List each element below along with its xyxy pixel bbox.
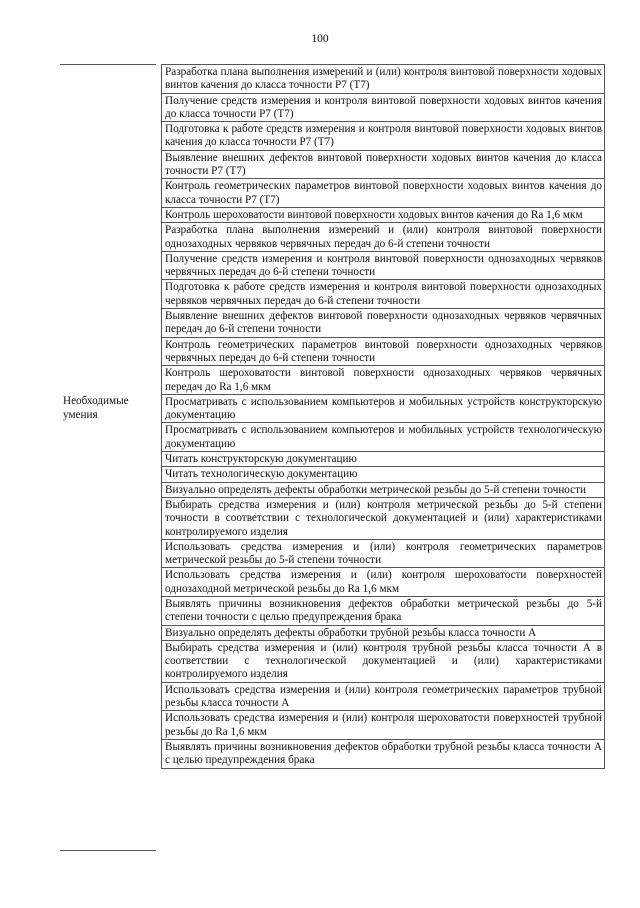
row-label-cell [60,452,162,467]
row-label-cell [60,207,162,222]
row-content-cell: Контроль геометрических параметров винтовой поверхности ходовых винтов качения до класса точности Р7 (Т7) [162,179,605,208]
row-content-cell: Разработка плана выполнения измерений и (или) контроля винтовой поверхности ходовых винтов качения до класса точности Р7 (Т7) [162,65,605,94]
row-label-cell [60,568,162,597]
row-content-cell: Контроль шероховатости винтовой поверхности однозаходных червяков червячных передач до Ra 1,6 мкм [162,366,605,395]
table-row [60,223,605,252]
table-row [60,423,605,452]
table-row [60,93,605,122]
table-row [60,640,605,682]
row-content-cell: Выявление внешних дефектов винтовой поверхности однозаходных червяков червячных передач до 6-й степени точности [162,309,605,338]
row-content-cell: Использовать средства измерения и (или) контроля шероховатости поверхностей однозаходной метрической резьбы до Ra 1,6 мкм [162,568,605,597]
table-row [60,739,605,768]
row-content-cell: Просматривать с использованием компьютеров и мобильных устройств конструкторскую документацию [162,394,605,423]
row-content-cell: Визуально определять дефекты обработки трубной резьбы класса точности А [162,625,605,640]
table-row [60,682,605,711]
table-row [60,65,605,94]
row-content-cell: Выявлять причины возникновения дефектов обработки трубной резьбы класса точности А с целью предупреждения брака [162,739,605,768]
row-label-cell [60,640,162,682]
table-row [60,711,605,740]
row-content-cell: Получение средств измерения и контроля винтовой поверхности однозаходных червяков червячных передач до 6-й степени точности [162,251,605,280]
row-label-cell [60,497,162,539]
competency-table [60,64,605,769]
table-row [60,497,605,539]
row-content-cell: Использовать средства измерения и (или) контроля шероховатости поверхностей трубной резьбы до Ra 1,6 мкм [162,711,605,740]
row-content-cell: Просматривать с использованием компьютеров и мобильных устройств технологическую документацию [162,423,605,452]
table-row [60,366,605,395]
section-label-line: Необходимые [63,395,129,408]
row-label-cell [60,93,162,122]
table-row [60,251,605,280]
row-label-cell [60,711,162,740]
table-row [60,207,605,222]
row-label-cell [60,467,162,482]
row-label-cell [60,482,162,497]
row-label-cell [60,122,162,151]
row-label-cell [60,625,162,640]
row-label-cell [60,150,162,179]
row-label-cell [60,423,162,452]
row-content-cell: Получение средств измерения и контроля винтовой поверхности ходовых винтов качения до класса точности Р7 (Т7) [162,93,605,122]
table-row [60,568,605,597]
row-label-cell [60,251,162,280]
table-row [60,337,605,366]
row-label-cell [60,394,162,423]
row-label-cell [60,223,162,252]
row-label-cell [60,309,162,338]
row-label-cell [60,65,162,94]
row-content-cell: Выявлять причины возникновения дефектов обработки метрической резьбы до 5-й степени точности с целью предупреждения брака [162,596,605,625]
row-label-cell [60,366,162,395]
table-row [60,122,605,151]
row-label-cell [60,179,162,208]
row-content-cell: Читать конструкторскую документацию [162,452,605,467]
row-content-cell: Использовать средства измерения и (или) контроля геометрических параметров трубной резьбы класса точности А [162,682,605,711]
table-row [60,625,605,640]
table-row [60,596,605,625]
row-label-cell [60,596,162,625]
table-row [60,309,605,338]
row-content-cell: Читать технологическую документацию [162,467,605,482]
table-row [60,150,605,179]
row-content-cell: Разработка плана выполнения измерений и (или) контроля винтовой поверхности однозаходных червяков червячных передач до 6-й степени точности [162,223,605,252]
row-label-cell [60,682,162,711]
section-label [63,395,159,422]
table-row [60,280,605,309]
row-content-cell: Выявление внешних дефектов винтовой поверхности ходовых винтов качения до класса точности Р7 (Т7) [162,150,605,179]
row-label-cell [60,539,162,568]
row-content-cell: Использовать средства измерения и (или) контроля геометрических параметров метрической резьбы до 5-й степени точности [162,539,605,568]
table-row [60,482,605,497]
table-row [60,539,605,568]
row-content-cell: Выбирать средства измерения и (или) контроля метрической резьбы до 5-й степени точности в соответствии с технологической документацией и (или) характеристиками контролируемого изделия [162,497,605,539]
table-row [60,179,605,208]
page-number: 100 [311,33,329,45]
row-content-cell: Подготовка к работе средств измерения и контроля винтовой поверхности ходовых винтов качения до класса точности Р7 (Т7) [162,122,605,151]
row-label-cell [60,280,162,309]
row-content-cell: Контроль шероховатости винтовой поверхности ходовых винтов качения до Ra 1,6 мкм [162,207,605,222]
table-row [60,394,605,423]
row-label-cell [60,739,162,768]
row-content-cell: Подготовка к работе средств измерения и контроля винтовой поверхности однозаходных червяков червячных передач до 6-й степени точности [162,280,605,309]
row-content-cell: Визуально определять дефекты обработки метрической резьбы до 5-й степени точности [162,482,605,497]
table-row [60,467,605,482]
bottom-rule [60,850,156,851]
row-content-cell: Выбирать средства измерения и (или) контроля трубной резьбы класса точности А в соответствии с технологической документацией и (или) характеристиками контролируемого изделия [162,640,605,682]
table-row [60,452,605,467]
row-label-cell [60,337,162,366]
section-label-line: умения [63,408,98,421]
row-content-cell: Контроль геометрических параметров винтовой поверхности однозаходных червяков червячных передач до 6-й степени точности [162,337,605,366]
